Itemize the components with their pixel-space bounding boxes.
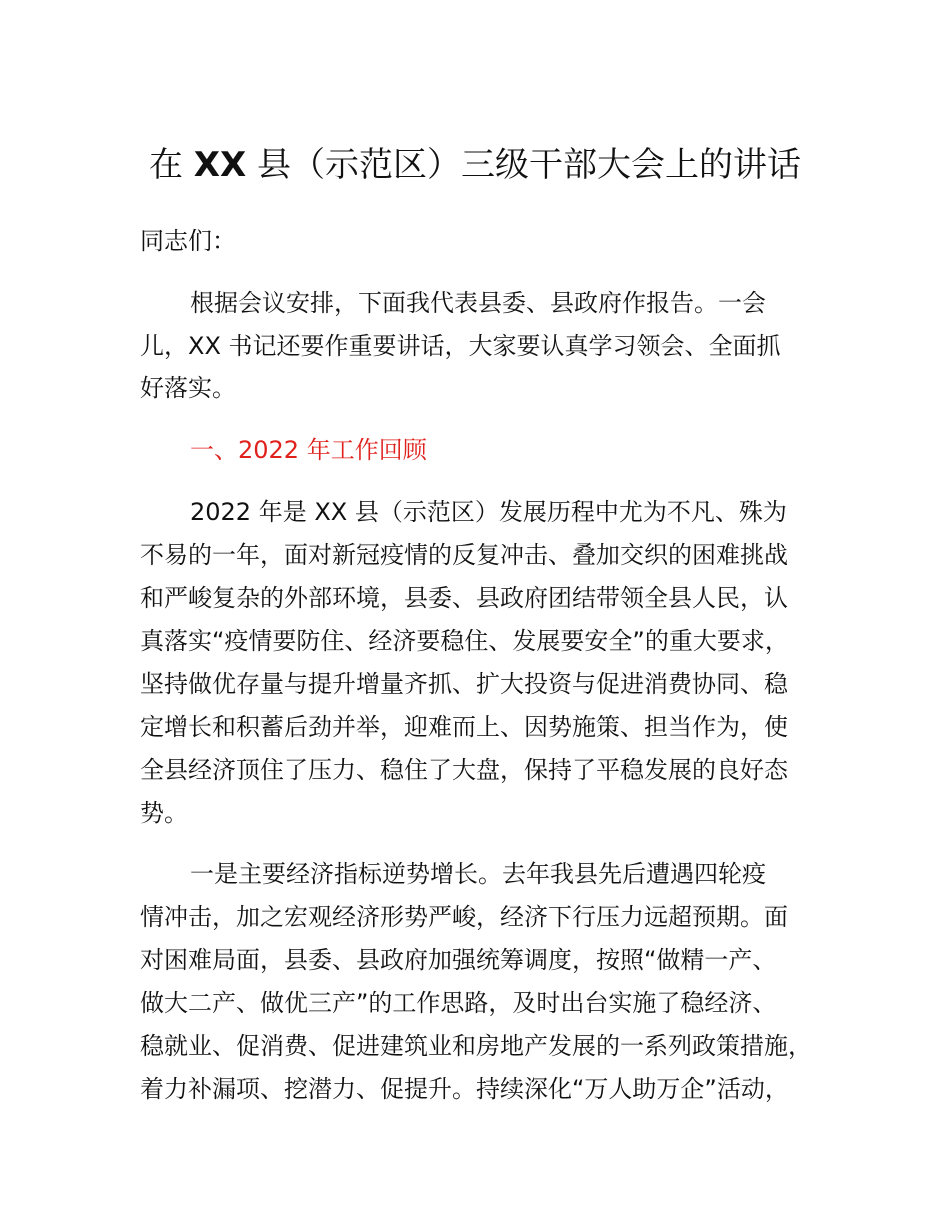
title-prefix: 在	[148, 145, 183, 185]
title-bold-xx: XX	[193, 145, 247, 185]
paragraph-line: 好落实。	[140, 374, 236, 402]
paragraph-line: 定增长和积蓄后劲并举，迎难而上、因势施策、担当作为，使	[140, 713, 788, 741]
paragraph-line: 对困难局面，县委、县政府加强统筹调度，按照“做精一产、	[140, 946, 777, 974]
title-suffix: 县（示范区）三级干部大会上的讲话	[257, 145, 802, 185]
section-heading: 一、2022 年工作回顾	[190, 436, 427, 464]
paragraph-line: 真落实“疫情要防住、经济要稳住、发展要安全”的重大要求，	[140, 627, 789, 655]
paragraph-line: 儿，XX 书记还要作重要讲话，大家要认真学习领会、全面抓	[140, 332, 781, 360]
paragraph-line: 着力补漏项、挖潜力、促提升。持续深化“万人助万企”活动，	[140, 1075, 789, 1103]
paragraph-line: 一是主要经济指标逆势增长。去年我县先后遭遇四轮疫	[190, 860, 766, 888]
paragraph-line: 和严峻复杂的外部环境，县委、县政府团结带领全县人民，认	[140, 584, 788, 612]
paragraph-line: 根据会议安排，下面我代表县委、县政府作报告。一会	[190, 289, 766, 317]
paragraph-line: 坚持做优存量与提升增量齐抓、扩大投资与促进消费协同、稳	[140, 670, 788, 698]
paragraph-line: 不易的一年，面对新冠疫情的反复冲击、叠加交织的困难挑战	[140, 541, 788, 569]
paragraph-line: 势。	[140, 799, 188, 827]
page-title	[110, 140, 840, 190]
paragraph-line: 做大二产、做优三产”的工作思路，及时出台实施了稳经济、	[140, 989, 777, 1017]
salutation: 同志们：	[140, 227, 236, 255]
paragraph-line: 全县经济顶住了压力、稳住了大盘，保持了平稳发展的良好态	[140, 756, 788, 784]
paragraph-line: 2022 年是 XX 县（示范区）发展历程中尤为不凡、殊为	[190, 498, 787, 526]
paragraph-line: 稳就业、促消费、促进建筑业和房地产发展的一系列政策措施，	[140, 1032, 812, 1060]
paragraph-line: 情冲击，加之宏观经济形势严峻，经济下行压力远超预期。面	[140, 903, 788, 931]
